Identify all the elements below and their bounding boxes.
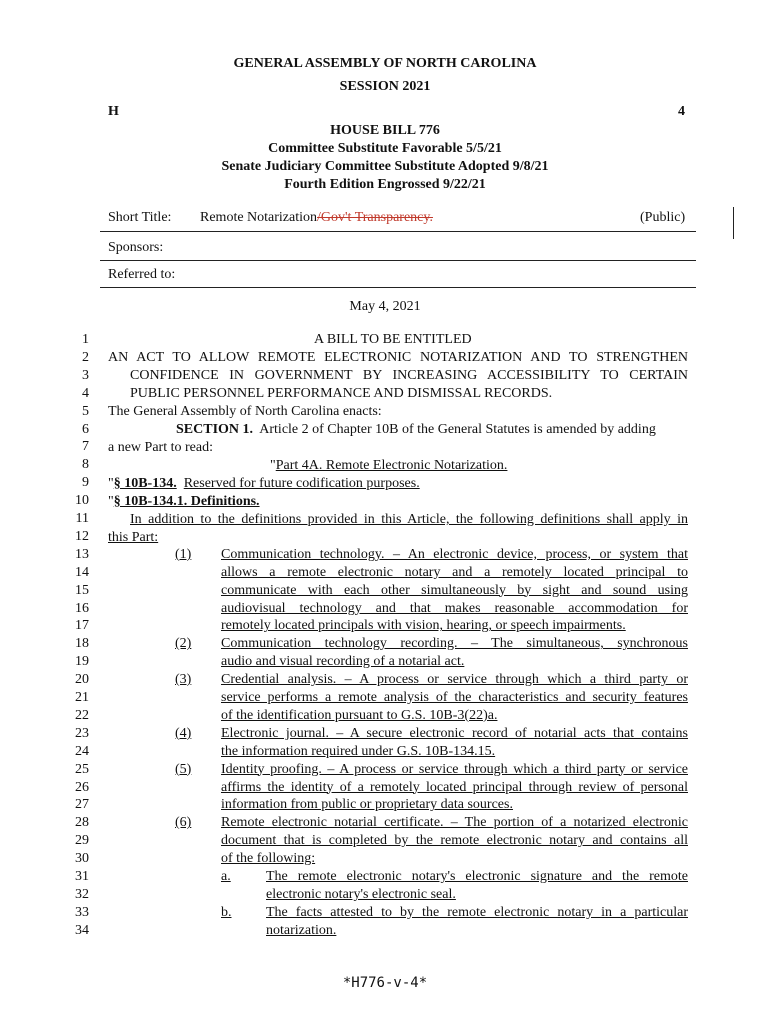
divider — [100, 260, 696, 261]
line-number: 30 — [75, 851, 89, 867]
quote-mark: " — [108, 494, 114, 509]
line-number: 10 — [75, 493, 89, 509]
line-number: 4 — [82, 385, 89, 401]
definition-line: affirms the identity of a remotely located principal through review of personal — [221, 779, 688, 795]
act-title-line: AN ACT TO ALLOW REMOTE ELECTRONIC NOTARIZATION AND TO STRENGTHEN — [108, 350, 688, 365]
definitions-intro-end: this Part: — [108, 530, 159, 545]
subitem-line: The remote electronic notary's electronic signature and the remote — [266, 869, 688, 884]
definition-line: Electronic journal. – A secure electronic record of notarial acts that contains — [221, 725, 688, 741]
line-number: 1 — [82, 332, 89, 347]
definition-line: information from public or proprietary data sources. — [221, 797, 513, 813]
assembly-title: GENERAL ASSEMBLY OF NORTH CAROLINA — [233, 56, 537, 71]
line-number: 16 — [75, 600, 89, 616]
line-number: 5 — [82, 403, 89, 419]
definition-number: (4) — [175, 725, 192, 741]
line-number: 31 — [75, 869, 89, 884]
act-title-line: PUBLIC PERSONNEL PERFORMANCE AND DISMISSAL RECORDS. — [130, 386, 553, 401]
part-heading — [270, 457, 507, 475]
line-number: 23 — [75, 725, 89, 741]
definition-number: (2) — [175, 636, 192, 652]
line-number: 21 — [75, 690, 89, 705]
statute-number: § 10B-134. — [113, 476, 177, 491]
subitem-line: notarization. — [266, 922, 337, 938]
line-number: 34 — [75, 922, 89, 938]
definition-line: communicate with each other simultaneously by sight and sound using — [221, 582, 688, 598]
document-barcode-id: *H776-v-4* — [342, 975, 428, 991]
short-title-text: Remote Notarization — [200, 210, 318, 225]
act-title-line: CONFIDENCE IN GOVERNMENT BY INCREASING ACCESSIBILITY TO CERTAIN — [130, 368, 688, 383]
edition-number: 4 — [678, 104, 685, 119]
line-number: 22 — [75, 707, 89, 723]
definition-line: Credential analysis. – A process or service through which a third party or — [221, 672, 688, 688]
line-number: 6 — [82, 421, 89, 437]
line-number: 18 — [75, 636, 89, 652]
line-number: 11 — [75, 511, 89, 526]
referred-label: Referred to: — [108, 267, 176, 282]
definition-line: Remote electronic notarial certificate. – The portion of a notarized electronic — [221, 815, 688, 831]
history-line: Fourth Edition Engrossed 9/22/21 — [284, 177, 486, 192]
definition-number: (5) — [175, 761, 192, 777]
divider — [100, 231, 696, 232]
definition-line: allows a remote electronic notary and a remotely located principal to — [221, 564, 688, 580]
line-number: 17 — [75, 618, 89, 634]
definition-number: (6) — [175, 815, 192, 831]
line-number: 14 — [75, 564, 89, 580]
line-number: 9 — [82, 475, 89, 491]
line-number: 29 — [75, 833, 89, 849]
quote-mark: " — [108, 476, 114, 491]
bill-number: HOUSE BILL 776 — [330, 123, 440, 138]
line-number: 33 — [75, 904, 89, 920]
short-title-struck: /Gov't Transparency. — [317, 210, 433, 225]
line-number: 3 — [82, 367, 89, 383]
sponsors-label: Sponsors: — [108, 240, 164, 255]
line-number: 12 — [75, 528, 89, 544]
definition-line: Communication technology recording. – The simultaneous, synchronous — [221, 636, 688, 652]
statute-definitions — [108, 493, 260, 511]
definition-line: the information required under G.S. 10B-134.15. — [221, 743, 496, 759]
definition-line: of the identification pursuant to G.S. 10B-3(22)a. — [221, 707, 498, 723]
line-number: 13 — [75, 546, 89, 562]
line-number: 20 — [75, 672, 89, 688]
definition-line: Identity proofing. – A process or service through which a third party or service — [221, 761, 688, 777]
quote-mark: " — [270, 458, 276, 473]
section-1-continued: a new Part to read: — [108, 440, 213, 455]
short-title-label: Short Title: — [108, 210, 172, 225]
line-number: 24 — [75, 743, 89, 759]
definition-number: (1) — [175, 546, 192, 562]
line-number: 25 — [75, 761, 89, 777]
definition-line: of the following: — [221, 851, 316, 867]
definition-line: remotely located principals with vision, hearing, or speech impairments. — [221, 618, 626, 634]
part-heading-text: Part 4A. Remote Electronic Notarization. — [275, 458, 508, 473]
line-number: 26 — [75, 779, 89, 795]
statute-heading: § 10B-134.1. Definitions. — [113, 494, 260, 509]
change-bar — [733, 207, 734, 239]
definition-line: audio and visual recording of a notarial act. — [221, 654, 465, 670]
subitem-letter: b. — [221, 904, 232, 920]
bill-heading: A BILL TO BE ENTITLED — [314, 332, 472, 347]
enacting-clause: The General Assembly of North Carolina enacts: — [108, 404, 382, 419]
subitem-letter: a. — [221, 869, 231, 884]
line-number: 7 — [82, 439, 89, 455]
filing-date: May 4, 2021 — [349, 299, 421, 314]
history-line: Senate Judiciary Committee Substitute Adopted 9/8/21 — [221, 159, 549, 174]
history-line: Committee Substitute Favorable 5/5/21 — [268, 141, 502, 156]
line-number: 32 — [75, 886, 89, 902]
definition-line: audiovisual technology and that makes reasonable accommodation for — [221, 600, 688, 616]
statute-reserved — [108, 475, 420, 493]
statute-text: Reserved for future codification purposes. — [183, 476, 420, 491]
line-number: 8 — [82, 457, 89, 473]
line-number: 28 — [75, 815, 89, 831]
chamber-code: H — [108, 104, 119, 119]
subitem-line: The facts attested to by the remote electronic notary in a particular — [266, 904, 688, 920]
short-title — [200, 210, 433, 226]
line-number: 19 — [75, 654, 89, 670]
section-text: Article 2 of Chapter 10B of the General Statutes is amended by adding — [259, 422, 656, 437]
section-1-line — [176, 421, 656, 439]
line-number: 27 — [75, 797, 89, 813]
session-title: SESSION 2021 — [339, 79, 431, 94]
definition-line: Communication technology. – An electronic device, process, or system that — [221, 546, 688, 562]
section-label: SECTION 1. — [176, 422, 254, 437]
definition-line: service performs a remote analysis of the characteristics and security features — [221, 690, 688, 705]
line-number: 15 — [75, 582, 89, 598]
definition-number: (3) — [175, 672, 192, 688]
subitem-line: electronic notary's electronic seal. — [266, 886, 456, 902]
bill-type: (Public) — [640, 210, 686, 225]
divider — [100, 287, 696, 288]
definitions-intro: In addition to the definitions provided in this Article, the following definitions shall apply in — [130, 512, 688, 527]
definition-line: document that is completed by the remote electronic notary and contains all — [221, 833, 688, 849]
line-number: 2 — [82, 349, 89, 365]
